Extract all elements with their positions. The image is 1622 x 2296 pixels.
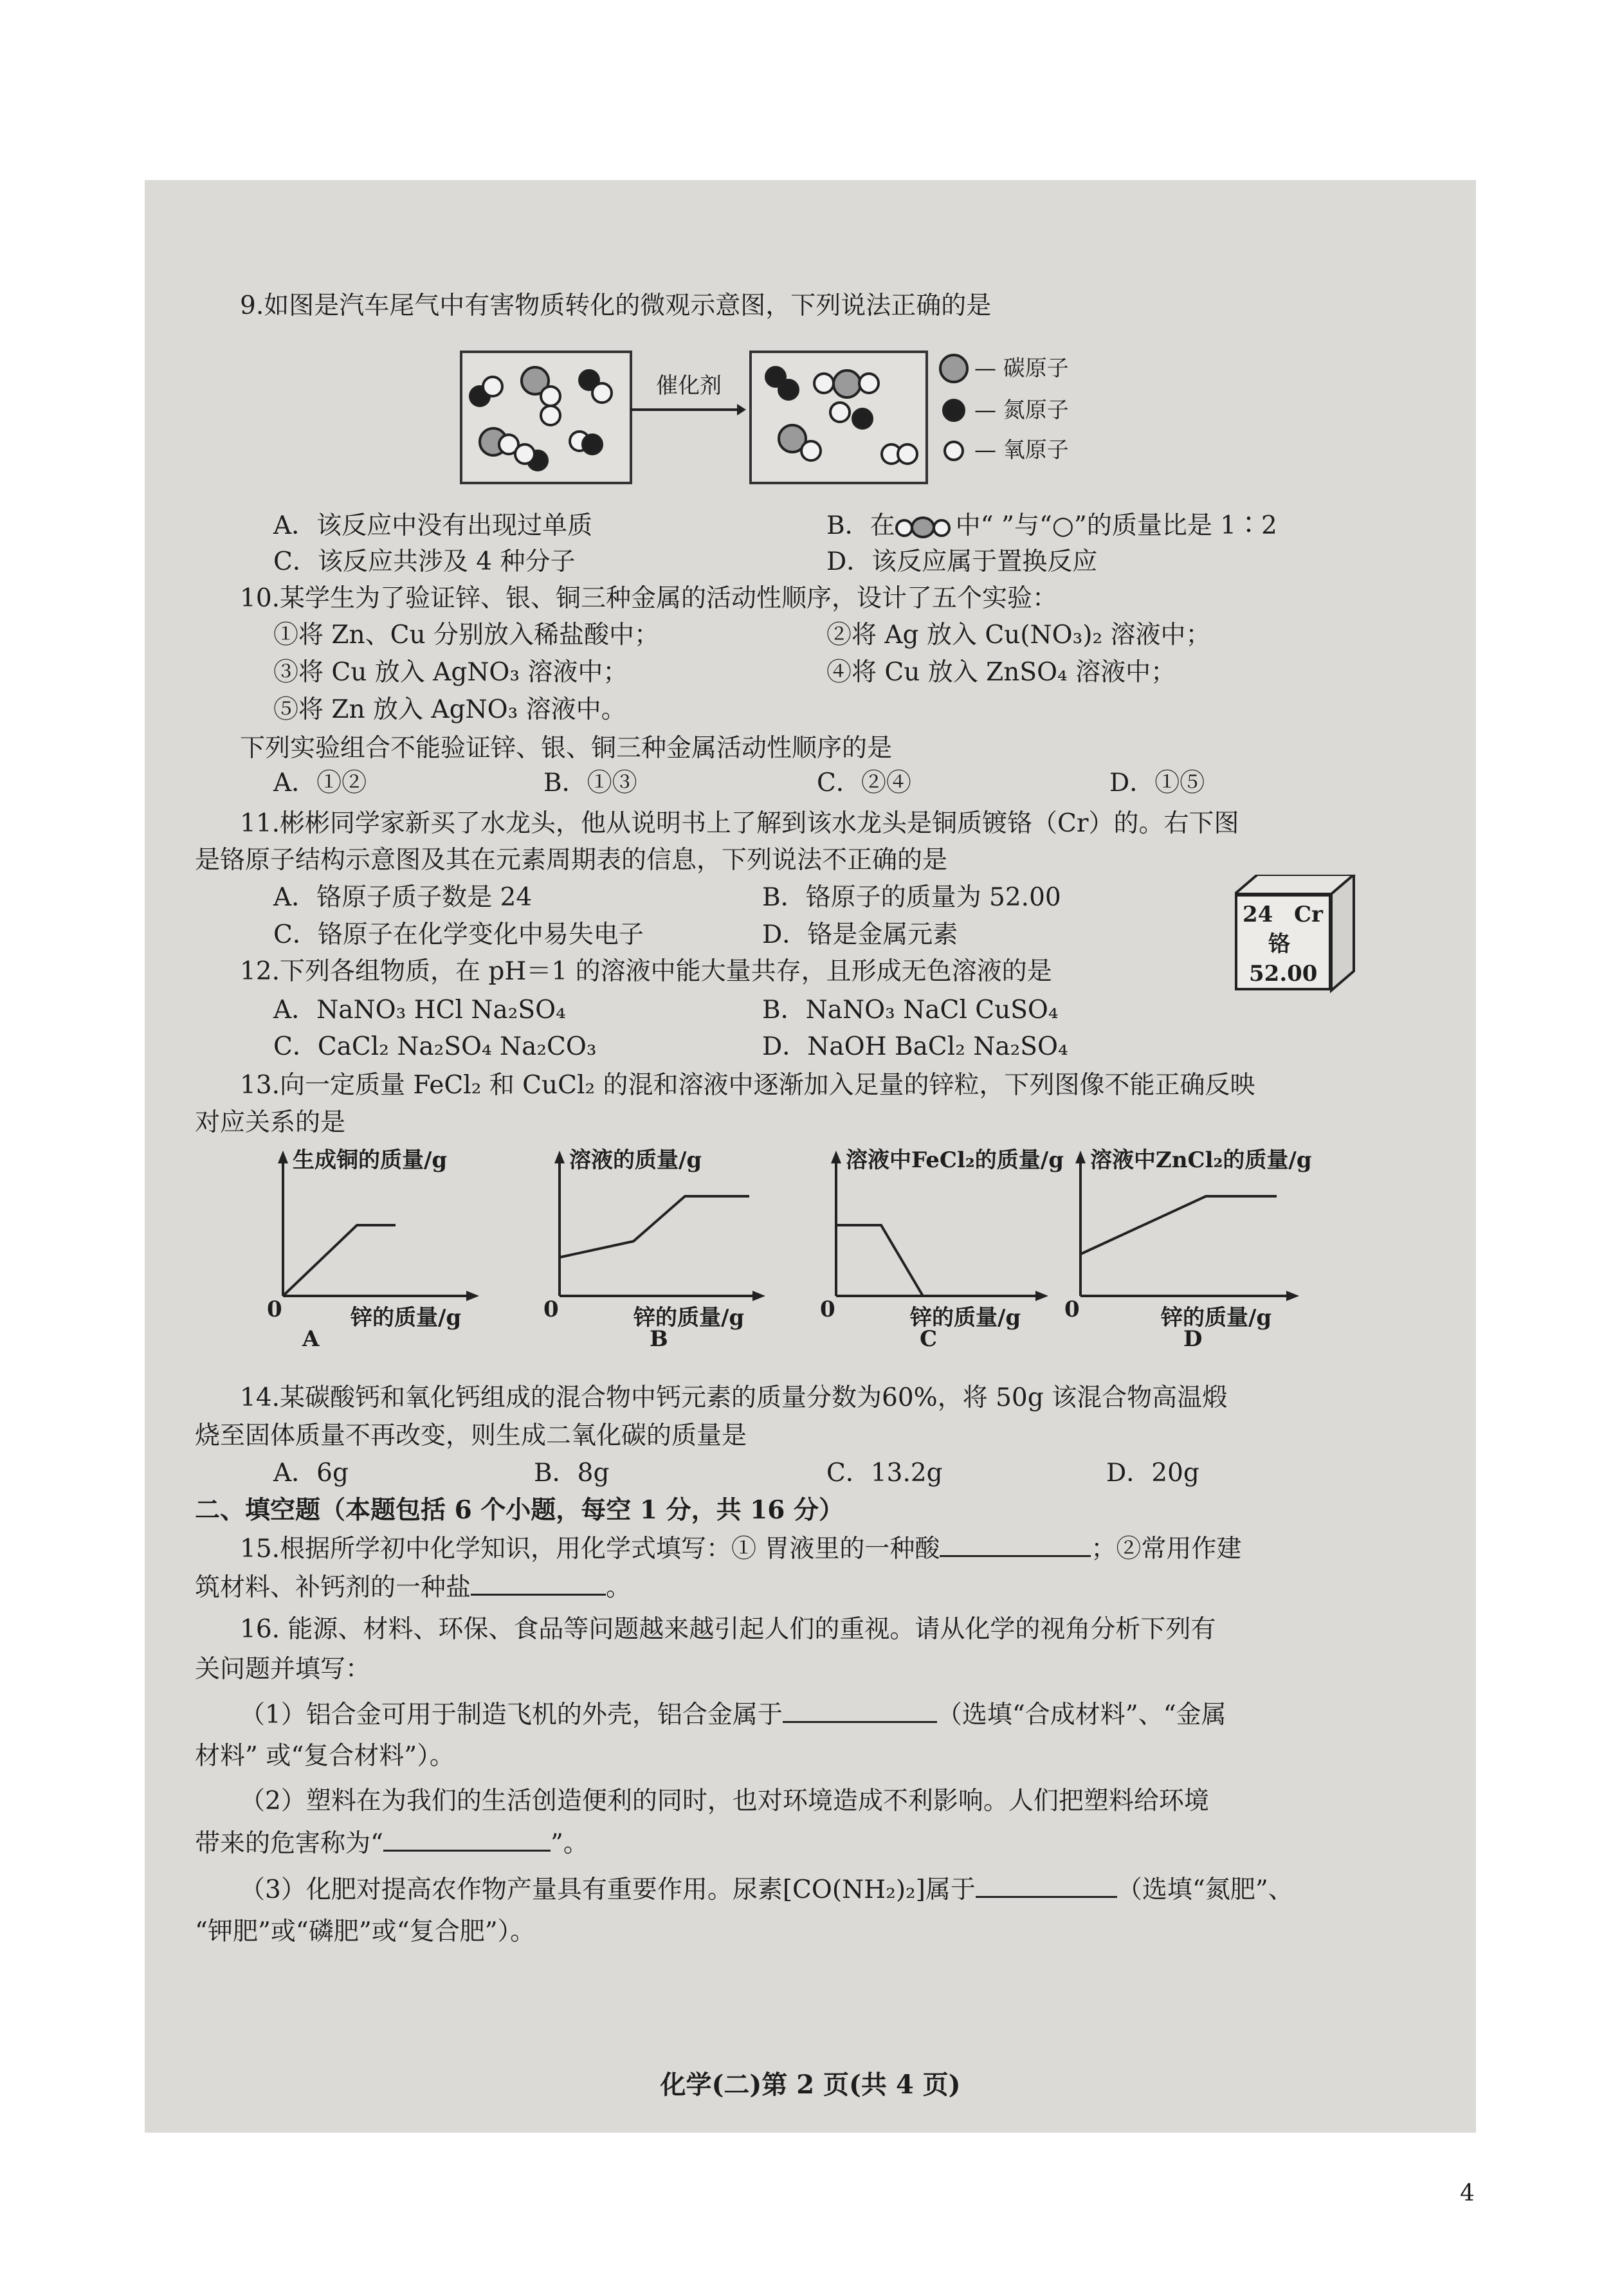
- q9-option-b: B．在 中“ ”与“○”的质量比是 1∶2: [826, 511, 1277, 540]
- q12-option-d: D．NaOH BaCl₂ Na₂SO₄: [762, 1032, 1068, 1061]
- graph-a-xlabel: 锌的质量/g: [351, 1305, 462, 1331]
- q10-option-d: D．①⑤: [1109, 769, 1205, 797]
- x-axis-arrow-icon: [466, 1291, 479, 1301]
- q14-option-c: C．13.2g: [826, 1459, 943, 1488]
- q13-stem-line2: 对应关系的是: [195, 1108, 346, 1137]
- oxygen-atom: [829, 401, 851, 423]
- q16-line1: 16. 能源、材料、环保、食品等问题越来越引起人们的重视。请从化学的视角分析下列有: [240, 1615, 1216, 1644]
- graph-b-ylabel: 溶液的质量/g: [569, 1147, 702, 1173]
- graph-a-caption: A: [302, 1326, 320, 1352]
- q10-option-c: C．②④: [817, 769, 911, 797]
- graph-d-caption: D: [1183, 1326, 1203, 1352]
- q16-blank-3[interactable]: [976, 1873, 1117, 1898]
- q16-part2-cont: 带来的危害称为“ ”。: [195, 1827, 588, 1861]
- q9-option-d: D．该反应属于置换反应: [826, 547, 1098, 576]
- graph-b-caption: B: [650, 1326, 668, 1352]
- oxygen-atom: [858, 372, 880, 394]
- x-axis-arrow-icon: [1286, 1291, 1299, 1301]
- q11-stem-line1: 11.彬彬同学家新买了水龙头，他从说明书上了解到该水龙头是铜质镀铬（Cr）的。右下图: [240, 809, 1239, 838]
- page-footer: 化学(二)第 2 页(共 4 页): [660, 2070, 961, 2100]
- oxygen-atom: [482, 376, 504, 397]
- q11-option-b: B．铬原子的质量为 52.00: [762, 883, 1061, 912]
- x-axis-arrow-icon: [752, 1291, 765, 1301]
- q10-exp-3: ③将 Cu 放入 AgNO₃ 溶液中；: [273, 658, 628, 687]
- q12-option-a: A．NaNO₃ HCl Na₂SO₄: [273, 996, 566, 1025]
- q14-option-b: B．8g: [534, 1459, 610, 1488]
- oxygen-atom: [800, 440, 822, 462]
- q10-stem: 10.某学生为了验证锌、银、铜三种金属的活动性顺序，设计了五个实验：: [240, 584, 1058, 613]
- nitrogen-atom-legend-icon: [942, 399, 965, 422]
- curve: [836, 1225, 923, 1296]
- exam-page: [145, 180, 1476, 2133]
- graph-c-caption: C: [920, 1326, 938, 1352]
- cr-atomic-mass: 52.00: [1249, 961, 1318, 987]
- graph-a-ylabel: 生成铜的质量/g: [293, 1147, 448, 1173]
- q16-line2: 关问题并填写：: [195, 1655, 371, 1684]
- q16-blank-2[interactable]: [383, 1827, 551, 1852]
- graph-d-xlabel: 锌的质量/g: [1161, 1305, 1272, 1331]
- q12-option-b: B．NaNO₃ NaCl CuSO₄: [762, 996, 1059, 1025]
- graph-b-origin: 0: [543, 1297, 559, 1322]
- oxygen-atom: [540, 385, 561, 407]
- q16-part1-cont: 材料” 或“复合材料”）。: [195, 1742, 455, 1771]
- cr-name: 铬: [1268, 931, 1290, 957]
- nitrogen-atom: [581, 433, 603, 455]
- chromium-periodic-cell: [1235, 875, 1357, 997]
- q11-stem-line2: 是铬原子结构示意图及其在元素周期表的信息，下列说法不正确的是: [195, 846, 948, 875]
- q13-stem-line1: 13.向一定质量 FeCl₂ 和 CuCl₂ 的混和溶液中逐渐加入足量的锌粒，下列图像不能正确反映: [240, 1071, 1255, 1100]
- q10-exp-1: ①将 Zn、Cu 分别放入稀盐酸中；: [273, 621, 659, 650]
- cr-symbol: Cr: [1294, 902, 1323, 927]
- q14-option-a: A．6g: [273, 1459, 349, 1488]
- q16-part2: （2）塑料在为我们的生活创造便利的同时，也对环境造成不利影响。人们把塑料给环境: [240, 1787, 1209, 1816]
- q14-option-d: D．20g: [1106, 1459, 1199, 1488]
- q9-option-c: C．该反应共涉及 4 种分子: [273, 547, 576, 576]
- q15-line2: 筑材料、补钙剂的一种盐 。: [195, 1571, 631, 1605]
- oxygen-atom: [591, 382, 613, 404]
- q16-part3-cont: “钾肥”或“磷肥”或“复合肥”）。: [195, 1917, 536, 1946]
- q11-option-d: D．铬是金属元素: [762, 920, 958, 949]
- q15-line1: 15.根据所学初中化学知识，用化学式填写：① 胃液里的一种酸 ；②常用作建: [240, 1532, 1241, 1566]
- legend-oxygen: — 氧原子: [974, 437, 1069, 463]
- q10-exp-2: ②将 Ag 放入 Cu(NO₃)₂ 溶液中；: [826, 621, 1211, 650]
- y-axis-arrow-icon: [831, 1151, 841, 1163]
- graph-a-origin: 0: [267, 1297, 282, 1322]
- q14-stem-line1: 14.某碳酸钙和氧化钙组成的混合物中钙元素的质量分数为60%，将 50g 该混合物高温煅: [240, 1383, 1228, 1412]
- q9-stem: 9.如图是汽车尾气中有害物质转化的微观示意图，下列说法正确的是: [240, 291, 992, 320]
- reaction-arrow-icon: [630, 402, 746, 417]
- oxygen-atom-legend-icon: [943, 441, 964, 461]
- curve: [560, 1196, 749, 1257]
- graph-c-xlabel: 锌的质量/g: [910, 1305, 1021, 1331]
- nitrogen-atom: [852, 408, 873, 430]
- q10-option-b: B．①③: [543, 769, 637, 797]
- q10-exp-5: ⑤将 Zn 放入 AgNO₃ 溶液中。: [273, 695, 626, 724]
- q9-option-a: A．该反应中没有出现过单质: [273, 511, 593, 540]
- y-axis-arrow-icon: [554, 1151, 565, 1163]
- cr-atomic-number: 24: [1243, 902, 1273, 927]
- legend-carbon: — 碳原子: [974, 356, 1069, 381]
- curve: [1080, 1196, 1277, 1254]
- graph-d-origin: 0: [1064, 1297, 1080, 1322]
- q15-blank-2[interactable]: [471, 1571, 606, 1596]
- q14-stem-line2: 烧至固体质量不再改变，则生成二氧化碳的质量是: [195, 1421, 747, 1450]
- q11-option-c: C．铬原子在化学变化中易失电子: [273, 920, 644, 949]
- reactants-box: [460, 351, 632, 484]
- x-axis-arrow-icon: [1035, 1291, 1048, 1301]
- oxygen-atom: [514, 443, 536, 465]
- q16-part1: （1）铝合金可用于制造飞机的外壳，铝合金属于 （选填“合成材料”、“金属: [240, 1698, 1226, 1732]
- oxygen-atom: [540, 405, 561, 426]
- y-axis-arrow-icon: [1075, 1151, 1086, 1163]
- q11-option-a: A．铬原子质子数是 24: [273, 883, 533, 912]
- q10-question: 下列实验组合不能验证锌、银、铜三种金属活动性顺序的是: [240, 734, 893, 763]
- page-number: 4: [1460, 2180, 1475, 2207]
- graph-b-xlabel: 锌的质量/g: [633, 1305, 745, 1331]
- curve: [283, 1225, 396, 1296]
- graph-c-origin: 0: [820, 1297, 835, 1322]
- graph-c-ylabel: 溶液中FeCl₂的质量/g: [846, 1147, 1064, 1173]
- q10-exp-4: ④将 Cu 放入 ZnSO₄ 溶液中；: [826, 658, 1176, 687]
- y-axis-arrow-icon: [278, 1151, 288, 1163]
- legend-nitrogen: — 氮原子: [974, 397, 1069, 423]
- oxygen-atom: [897, 443, 918, 465]
- co2-molecule-icon: [895, 516, 956, 538]
- carbon-atom-legend-icon: [939, 354, 969, 383]
- nitrogen-atom: [778, 379, 799, 401]
- q16-blank-1[interactable]: [783, 1698, 937, 1723]
- q15-blank-1[interactable]: [940, 1532, 1091, 1557]
- q10-option-a: A．①②: [273, 769, 367, 797]
- section-2-title: 二、填空题（本题包括 6 个小题，每空 1 分，共 16 分）: [195, 1495, 844, 1525]
- q12-option-c: C．CaCl₂ Na₂SO₄ Na₂CO₃: [273, 1032, 597, 1061]
- q12-stem: 12.下列各组物质，在 pH＝1 的溶液中能大量共存，且形成无色溶液的是: [240, 957, 1052, 986]
- graph-d-ylabel: 溶液中ZnCl₂的质量/g: [1090, 1147, 1312, 1173]
- oxygen-atom: [813, 372, 835, 394]
- q16-part3: （3）化肥对提高农作物产量具有重要作用。尿素[CO(NH₂)₂]属于 （选填“氮肥”、: [240, 1873, 1293, 1907]
- products-box: [749, 351, 928, 484]
- catalyst-label: 催化剂: [656, 373, 722, 399]
